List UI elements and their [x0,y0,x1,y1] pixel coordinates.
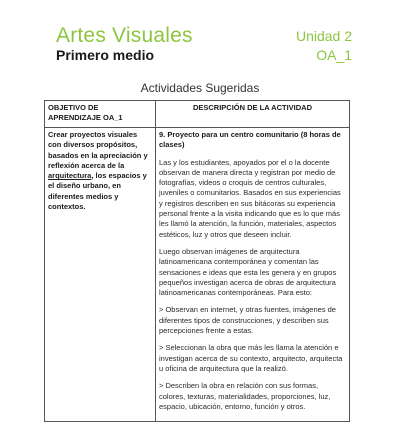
activities-table [44,100,350,422]
page-header [56,24,352,64]
document-title: Artes Visuales [56,24,193,47]
objective-column-header: OBJETIVO DE APRENDIZAJE OA_1 [45,101,156,128]
objective-underlined-term: arquitectura [48,171,92,181]
description-bullet: > Observan en internet, y otras fuentes, imágenes de diferentes tipos de construcciones, y describen sus percepciones frente a estas. [159,305,336,336]
table-row [45,128,350,422]
description-paragraph: Las y los estudiantes, apoyados por el o la docente observan de manera directa y registran por medio de fotografías, videos o croquis de centros culturales, juveniles o comunitarios. Basados en sus experiencias y registros describen en sus bitácoras su experiencia personal frente a la visita indicando que es lo que más les llamó la atención, la función, materiales, aspectos estéticos, luz y otros que deseen incluir. [159,157,341,239]
objective-code: OA_1 [316,47,352,63]
description-bullet: > Seleccionan la obra que más les llama la atención e investigan acerca de su contexto, arquitecto, arquitecta u oficina de arquitectura que la realizó. [159,343,343,373]
course-level: Primero medio [56,47,155,63]
section-title: Actividades Sugeridas [140,81,260,95]
table-header-row [45,101,350,128]
description-paragraph: Luego observan imágenes de arquitectura latinoamericana contemporánea y comentan las sensaciones e ideas que esta les genera y en grupos pequeños investigan acerca de obras de arquitectura latinoamericanas contemporáneas. Para esto: [159,246,337,298]
unit-label: Unidad 2 [295,28,352,44]
objective-text-start: Crear proyectos visuales con diversos propósitos, basados en la apreciación y reflexión acerca de la [48,130,148,170]
description-bullet: > Describen la obra en relación con sus formas, colores, texturas, materialidades, proporciones, luz, espacio, ubicación, entorno, función y otros. [159,381,331,411]
objective-cell [45,128,156,422]
description-column-header: DESCRIPCIÓN DE LA ACTIVIDAD [156,101,350,128]
objective-text-end: , los espacios y el diseño urbano, en diferentes medios y contextos. [48,171,147,212]
description-cell [156,128,350,422]
activity-title: 9. Proyecto para un centro comunitario (8 horas de clases) [159,130,341,150]
